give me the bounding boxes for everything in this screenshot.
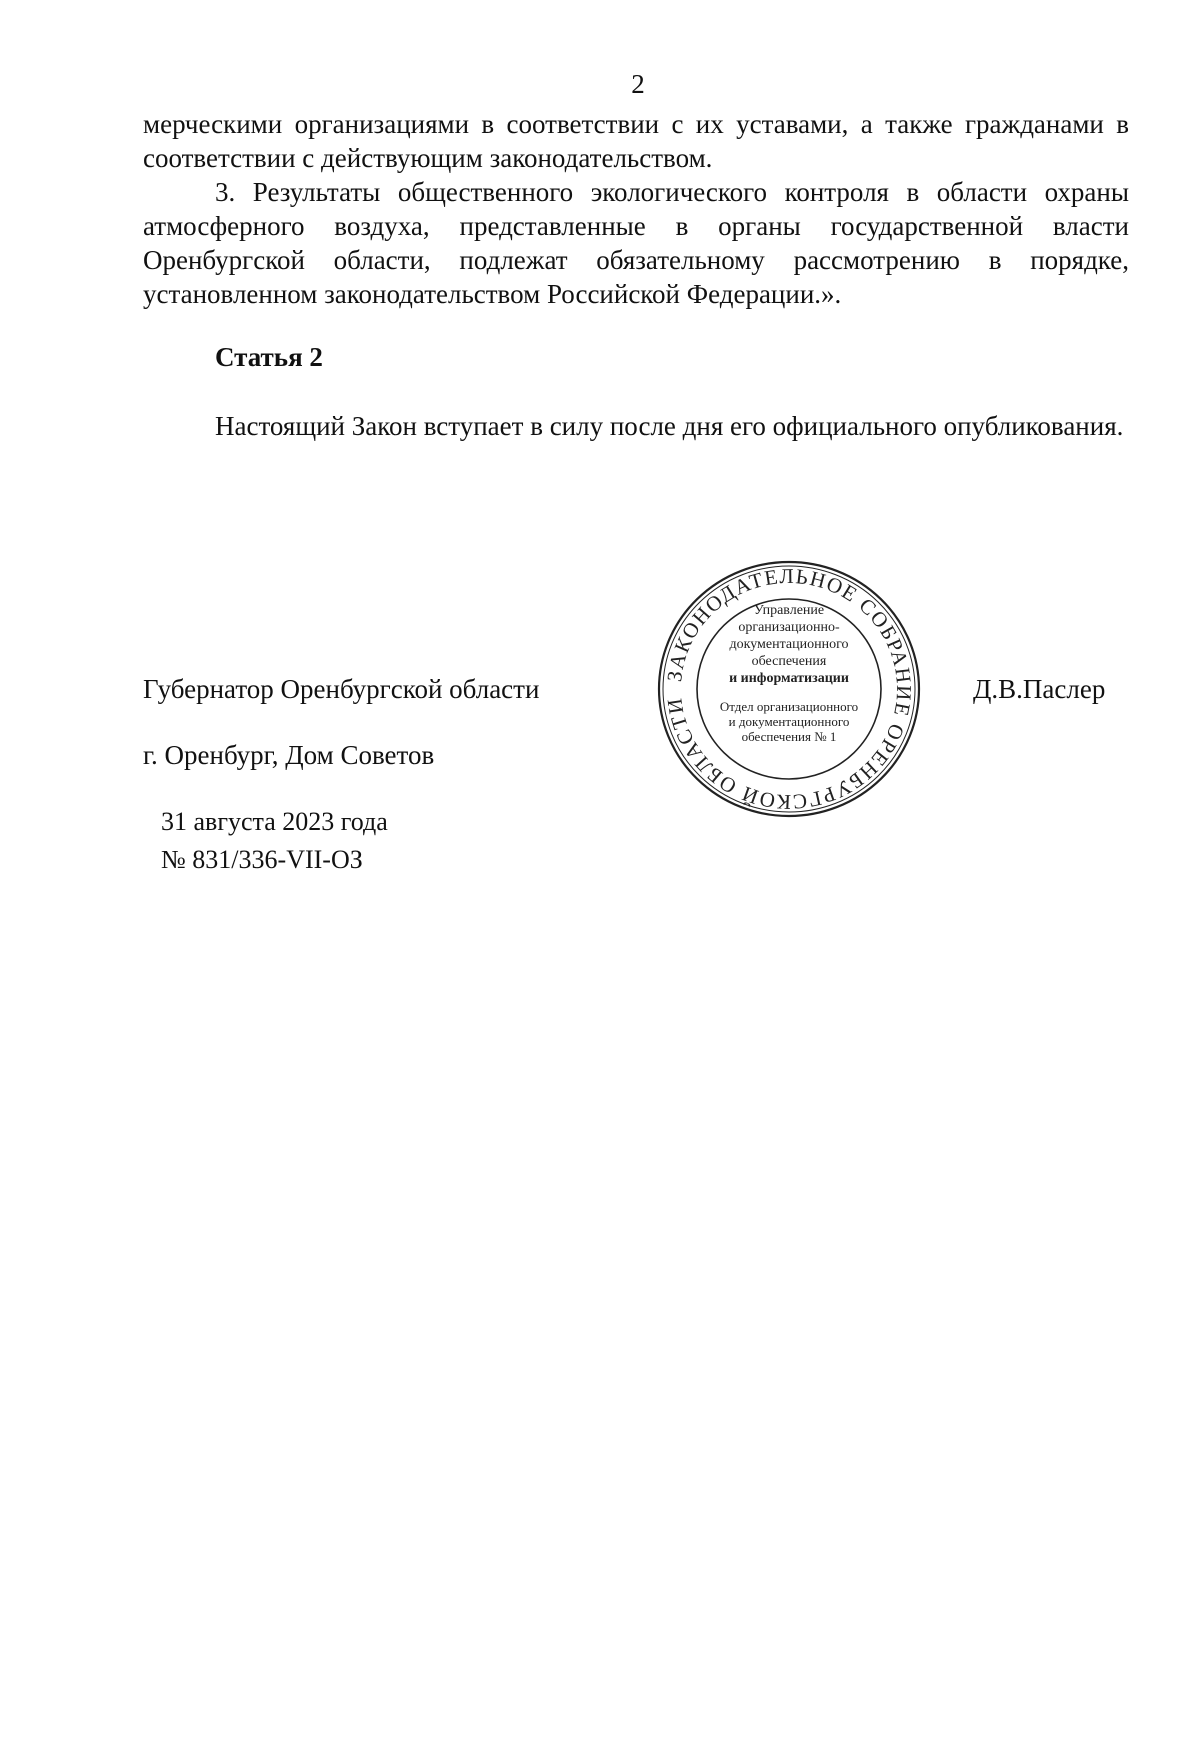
signing-date: 31 августа 2023 года bbox=[161, 807, 388, 836]
place-of-signing: г. Оренбург, Дом Советов bbox=[143, 740, 435, 770]
signatory-name: Д.В.Паслер bbox=[973, 674, 1106, 704]
article-heading: Статья 2 bbox=[215, 342, 323, 372]
law-number: № 831/336-VII-ОЗ bbox=[161, 845, 363, 874]
paragraph-entry-into-force: Настоящий Закон вступает в силу после дня его официального опубликования. bbox=[215, 411, 1124, 441]
seal-line: обеспечения № 1 bbox=[741, 729, 837, 744]
signatory-role: Губернатор Оренбургской области bbox=[143, 674, 540, 704]
seal-line: Управление bbox=[753, 603, 825, 618]
seal-line: обеспечения bbox=[751, 654, 827, 669]
seal-line: документационного bbox=[729, 637, 849, 652]
seal-line: и информатизации bbox=[729, 671, 849, 686]
paragraph-item-3: 3. Результаты общественного экологического контроля в области охраны атмосферного воздуха, представленные в органы государственной власти Оренбургской области, подлежат обязательному рассмотрению в порядке, установленном законодательством Российской Федерации.». bbox=[143, 177, 1129, 309]
seal-line: Отдел организационного bbox=[719, 699, 859, 714]
paragraph-continuation: мерческими организациями в соответствии с их уставами, а также гражданами в соответствии с действующим законодательством. bbox=[143, 109, 1129, 173]
seal-line: и документационного bbox=[728, 714, 850, 729]
seal-line: организационно- bbox=[738, 620, 840, 635]
official-seal bbox=[655, 558, 923, 820]
page-number: 2 bbox=[631, 69, 645, 99]
seal-outer-text: ЗАКОНОДАТЕЛЬНОЕ СОБРАНИЕ ОРЕНБУРГСКОЙ ОБЛАСТИ bbox=[662, 563, 917, 815]
